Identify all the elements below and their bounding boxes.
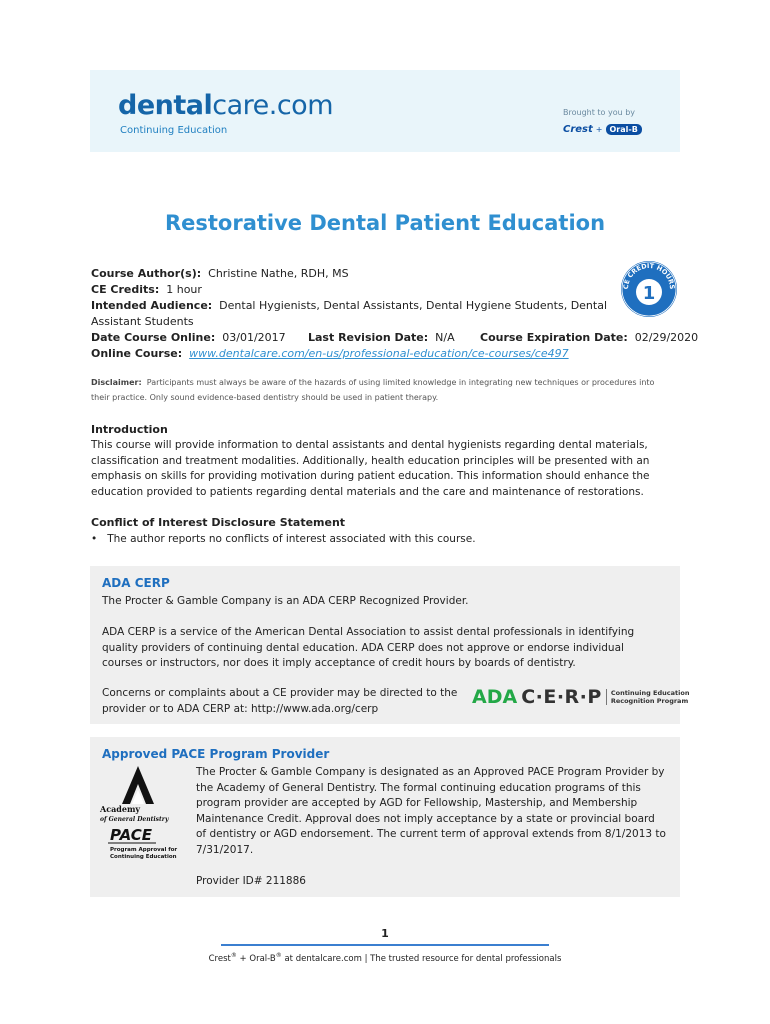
- intended-audience: Intended Audience: Dental Hygienists, Dental Assistants, Dental Hygiene Students, Dental: [91, 299, 608, 312]
- sponsor-logos: [563, 122, 642, 136]
- page-number: 1: [381, 927, 389, 940]
- plus-sign: +: [595, 124, 603, 134]
- ada-cerp-logo: ADA C·E·R·P Continuing Education Recognition Program: [472, 686, 690, 708]
- course-authors: Course Author(s): Christine Nathe, RDH, MS: [91, 267, 349, 280]
- svg-text:Continuing Education: Continuing Education: [110, 854, 177, 860]
- svg-text:Academy: Academy: [100, 804, 141, 814]
- footer-divider: [221, 944, 549, 946]
- agd-pace-logo: [98, 764, 180, 864]
- svg-text:of General Dentistry: of General Dentistry: [100, 816, 169, 823]
- ce-credit-hours-badge: [620, 260, 678, 318]
- brought-by-text: Brought to you by: [563, 108, 636, 117]
- conflict-heading: Conflict of Interest Disclosure Statement: [91, 516, 346, 529]
- ce-credits: CE Credits: 1 hour: [91, 283, 202, 296]
- svg-text:PACE: PACE: [110, 826, 153, 844]
- ada-cerp-p3: Concerns or complaints about a CE provider may be directed to the provider or to ADA CERP at: http://www.ada.org/cerp: [102, 687, 458, 715]
- online-course-link[interactable]: www.dentalcare.com/en-us/professional-education/ce-courses/ce497: [189, 347, 569, 360]
- course-expiration-date: Course Expiration Date: 02/29/2020: [480, 331, 699, 344]
- ada-cerp-p1: The Procter & Gamble Company is an ADA CERP Recognized Provider.: [102, 595, 469, 607]
- pace-provider-id: Provider ID# 211886: [196, 875, 306, 887]
- disclaimer: Disclaimer: Participants must always be aware of the hazards of using limited knowledge in integrating new techniques or procedures into their practice. Only sound evidence-based dentistry should be used in patient therapy.: [91, 378, 655, 402]
- oralb-logo: Oral-B: [606, 124, 642, 135]
- ada-cerp-heading: ADA CERP: [102, 576, 170, 590]
- introduction-heading: Introduction: [91, 423, 168, 436]
- pace-heading: Approved PACE Program Provider: [102, 747, 330, 761]
- svg-text:Program Approval for: Program Approval for: [110, 847, 178, 853]
- crest-logo: Crest: [563, 123, 593, 135]
- introduction-text: This course will provide information to dental assistants and dental hygienists regarding dental materials, classification and treatment modalities. Additionally, health education principles will be presented with an emphasis on skills for providing motivation during patient education. This information should enhance the education provided to patients regarding dental materials and the care and maintenance of restorations.: [91, 439, 650, 498]
- conflict-list-item: • The author reports no conflicts of interest associated with this course.: [91, 533, 476, 545]
- date-course-online: Date Course Online: 03/01/2017: [91, 331, 286, 344]
- ada-cerp-p2: ADA CERP is a service of the American Dental Association to assist dental professionals in identifying quality providers of continuing dental education. ADA CERP does not approve or endorse individual courses or instructors, nor does it imply acceptance of credit hours by boards of dentistry.: [102, 626, 635, 670]
- pace-p1: The Procter & Gamble Company is designated as an Approved PACE Program Provider by the Academy of General Dentistry. The formal continuing education programs of this program provider are accepted by AGD for Fellowship, Mastership, and Membership Maintenance Credit. Approval does not imply acceptance by a state or provincial board of dentistry or AGD endorsement. The current term of approval extends from 8/1/2013 to 7/31/2017.: [196, 766, 666, 856]
- badge-arc-text: CE CREDIT HOURS: [621, 261, 677, 290]
- last-revision-date: Last Revision Date: N/A: [308, 331, 455, 344]
- logo-subtitle: Continuing Education: [120, 125, 228, 136]
- online-course: Online Course: www.dentalcare.com/en-us/professional-education/ce-courses/ce497: [91, 347, 569, 360]
- badge-number: 1: [642, 283, 656, 304]
- dentalcare-logo[interactable]: dentalcare.com: [118, 90, 334, 121]
- page-title: Restorative Dental Patient Education: [164, 211, 606, 235]
- intended-audience-cont: Assistant Students: [91, 315, 194, 328]
- footer-tagline: Crest® + Oral-B® at dentalcare.com | The trusted resource for dental professionals: [208, 952, 562, 964]
